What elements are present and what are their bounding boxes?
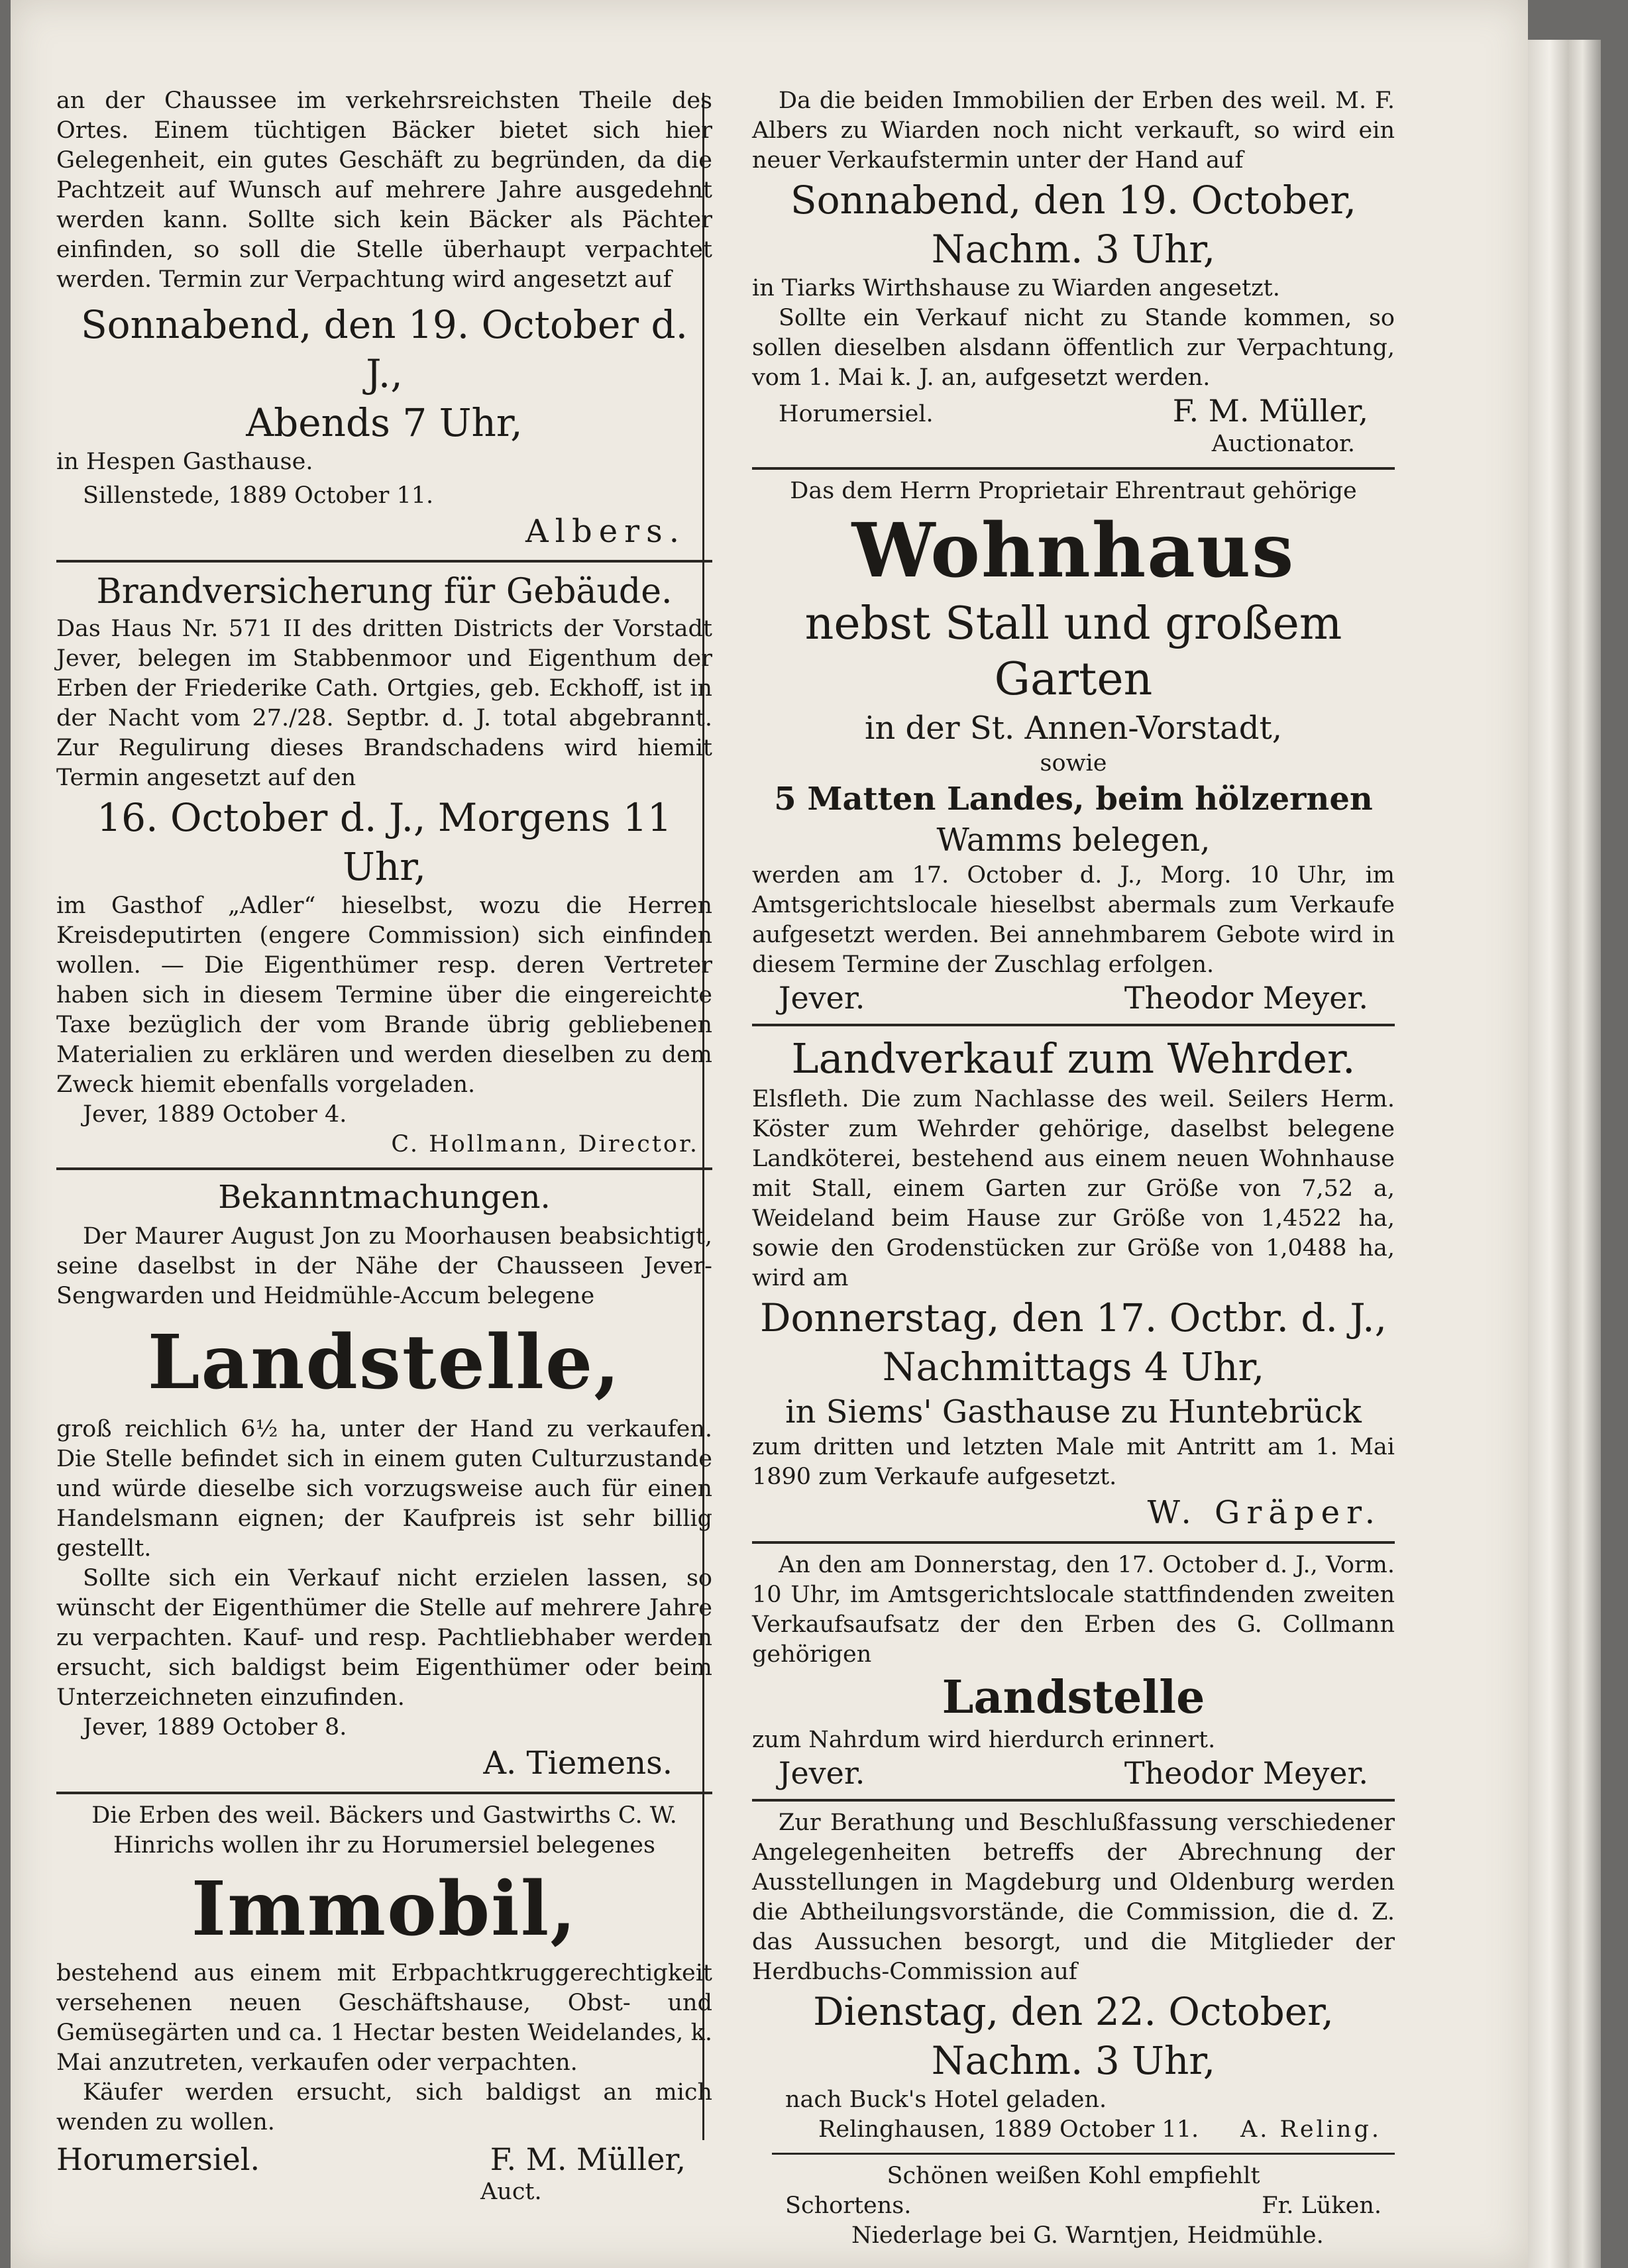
ad-wohnhaus-town: Jever. [779,980,865,1016]
ad-wiarden-date: Sonnabend, den 19. October, [790,178,1357,223]
ad-immobil-body: bestehend aus einem mit Erbpachtkruggerechtigkeit versehenen neuen Geschäftshause, Obst- und Gemüsegärten und ca. 1 Hectar besten Weidelandes, k. Mai anzutreten, verkaufen oder verpachten. [56,1960,712,2076]
ad-bekannt-dateline: Jever, 1889 October 8. [83,1714,347,1741]
ad-wehrder [752,1033,1395,1533]
ad-brandversicherung [56,569,712,1160]
ad-bekannt-signature: A. Tiemens. [483,1745,673,1782]
ad-kohl-town: Schortens. [785,2192,912,2219]
ad-bekannt-title: Bekanntmachungen. [218,1179,551,1216]
ad-wohnhaus-signature: Theodor Meyer. [1124,980,1368,1016]
ad-wehrder-date: Donnerstag, den 17. Octbr. d. J., [759,1295,1387,1340]
ad-kohl-line3: Niederlage bei G. Warntjen, Heidmühle. [851,2222,1324,2249]
ad-albers-dateline: Sillenstede, 1889 October 11. [83,482,434,509]
left-column [56,86,712,2207]
ad-immobil [56,1801,712,2207]
ad-wohnhaus-body: werden am 17. October d. J., Morg. 10 Uhr, im Amtsgerichtslocale hieselbst abermals zum Verkaufe aufgesetzt werden. Bei annehmbarem Gebote wird in diesem Termine der Zuschlag erfolgen. [752,862,1395,978]
ad-immobil-body2: Käufer werden ersucht, sich baldigst an mich wenden zu wollen. [56,2079,712,2135]
separator-rule [56,1792,712,1794]
ad-herdbuch-signature: A. Reling. [1240,2116,1382,2143]
ad-wiarden-time: Nachm. 3 Uhr, [931,227,1216,272]
separator-rule [752,1541,1395,1544]
separator-rule [56,560,712,563]
ad-collmann-town: Jever. [779,1755,865,1791]
ad-wiarden-place: in Tiarks Wirthshause zu Wiarden angesetzt. [752,275,1280,301]
ad-collmann [752,1550,1395,1791]
ad-albers [56,86,712,552]
ad-wohnhaus-line5: 5 Matten Landes, beim hölzernen [774,781,1373,818]
ad-albers-body: an der Chaussee im verkehrsreichsten Theile des Ortes. Einem tüchtigen Bäcker bietet sich hier Gelegenheit, ein gutes Geschäft zu begründen, da die Pachtzeit auf Wunsch auf mehrere Jahre ausgedehnt werden kann. Sollte sich kein Bäcker als Pächter einfinden, so soll die Stelle überhaupt verpachtet werden. Termin zur Verpachtung wird angesetzt auf [56,87,712,293]
ad-herdbuch-time: Nachm. 3 Uhr, [931,2038,1216,2083]
ad-bekannt-headline: Landstelle, [147,1319,622,1406]
ad-brand-signature: C. Hollmann, Director. [391,1131,699,1158]
ad-wehrder-title: Landverkauf zum Wehrder. [791,1034,1356,1083]
ad-immobil-signature: F. M. Müller, [490,2141,686,2177]
ad-bekannt-intro: Der Maurer August Jon zu Moorhausen beabsichtigt, seine daselbst in der Nähe der Chausseen Jever-Sengwarden und Heidmühle-Accum belegene [56,1223,712,1309]
ad-brand-date: 16. October d. J., Morgens 11 Uhr, [97,795,672,889]
separator-rule [56,1167,712,1170]
ad-herdbuch-dateline: Relinghausen, 1889 October 11. [818,2116,1199,2143]
ad-kohl-signature: Fr. Lüken. [1262,2192,1382,2219]
ad-albers-place: in Hespen Gasthause. [56,449,313,475]
ad-collmann-signature: Theodor Meyer. [1124,1755,1368,1791]
ad-wohnhaus-intro: Das dem Herrn Proprietair Ehrentraut gehörige [790,478,1357,504]
ad-wiarden-town: Horumersiel. [779,401,934,427]
ad-herdbuch-place: nach Buck's Hotel geladen. [785,2086,1107,2113]
ad-wiarden-body: Da die beiden Immobilien der Erben des weil. M. F. Albers zu Wiarden noch nicht verkauft, so wird ein neuer Verkaufstermin unter der Hand auf [752,87,1395,174]
ad-wehrder-place: in Siems' Gasthause zu Huntebrück [785,1393,1362,1431]
ad-wehrder-body2: zum dritten und letzten Male mit Antritt am 1. Mai 1890 zum Verkaufe aufgesetzt. [752,1434,1395,1490]
ad-wiarden-role: Auctionator. [1211,431,1355,457]
ad-collmann-body2: zum Nahrdum wird hierdurch erinnert. [752,1727,1216,1753]
ad-collmann-headline: Landstelle [942,1671,1205,1724]
ad-albers-time: Abends 7 Uhr, [246,400,523,445]
ad-wehrder-signature: W. Gräper. [1147,1494,1382,1531]
ad-kohl-line1: Schönen weißen Kohl empfiehlt [887,2163,1260,2189]
ad-brand-title: Brandversicherung für Gebäude. [96,572,673,612]
ad-brand-body2: im Gasthof „Adler“ hieselbst, wozu die Herren Kreisdeputirten (engere Commission) sich einfinden wollen. — Die Eigenthümer resp. deren Vertreter haben sich in diesem Termine über die eingereichte Taxe bezüglich der vom Brande übrig gebliebenen Materialien zu erklären und werden dieselben zu dem Zweck hiemit ebenfalls vorgeladen. [56,892,712,1098]
ad-albers-date: Sonnabend, den 19. October d. J., [80,302,688,396]
ad-immobil-place: Horumersiel. [56,2141,260,2177]
ad-wohnhaus-line2: nebst Stall und großem Garten [804,598,1342,706]
ad-wehrder-time: Nachmittags 4 Uhr, [882,1344,1265,1389]
separator-rule [772,2153,1395,2155]
right-column [752,86,1395,2251]
ad-herdbuch-body: Zur Berathung und Beschlußfassung verschiedener Angelegenheiten betreffs der Abrechnung der Ausstellungen in Magdeburg und Oldenburg werden die Abtheilungsvorstände, die Commission, die d. Z. das Aussuchen besorgt, und die Mitglieder der Herdbuchs-Commission auf [752,1809,1395,1985]
ad-wehrder-body: Elsfleth. Die zum Nachlasse des weil. Seilers Herm. Köster zum Wehrder gehörige, daselbst belegene Landköterei, bestehend aus einem neuen Wohnhause mit Stall, einem Garten zur Größe von 7,52 a, Weideland beim Hause zur Größe von 1,4522 ha, sowie den Grodenstücken zur Größe von 1,0488 ha, wird am [752,1086,1395,1291]
ad-wohnhaus-line6: Wamms belegen, [936,822,1211,859]
separator-rule [752,1024,1395,1026]
ad-kohl [752,2161,1395,2251]
ad-wiarden-signature: F. M. Müller, [1172,393,1368,429]
ad-immobil-role: Auct. [480,2179,542,2205]
ad-bekanntmachungen [56,1177,712,1784]
ad-bekannt-body: groß reichlich 6½ ha, unter der Hand zu verkaufen. Die Stelle befindet sich in einem guten Culturzustande und würde dieselbe sich vorzugsweise auch für einen Handelsmann eignen; der Kaufpreis ist sehr billig gestellt. [56,1416,712,1562]
ad-wohnhaus-headline: Wohnhaus [851,508,1295,594]
ad-wohnhaus-line3: in der St. Annen-Vorstadt, [865,710,1282,747]
separator-rule [752,1799,1395,1802]
ad-albers-signature: Albers. [525,513,686,550]
ad-herdbuch [752,1808,1395,2145]
ad-bekannt-body2: Sollte sich ein Verkauf nicht erzielen lassen, so wünscht der Eigenthümer die Stelle auf mehrere Jahre zu verpachten. Kauf- und resp. Pachtliebhaber werden ersucht, sich baldigst beim Eigenthümer oder beim Unterzeichneten einzufinden. [56,1565,712,1711]
ad-wohnhaus [752,476,1395,1016]
ad-immobil-headline: Immobil, [191,1866,578,1953]
book-page-edge [1528,40,1601,2268]
separator-rule [752,467,1395,470]
ad-wiarden-body2: Sollte ein Verkauf nicht zu Stande kommen, so sollen dieselben alsdann öffentlich zur Verpachtung, vom 1. Mai k. J. an, aufgesetzt werden. [752,305,1395,391]
ad-wohnhaus-line4: sowie [1040,750,1107,777]
ad-collmann-body: An den am Donnerstag, den 17. October d. J., Vorm. 10 Uhr, im Amtsgerichtslocale stattfindenden zweiten Verkaufsaufsatz der den Erben des G. Collmann gehörigen [752,1552,1395,1668]
ad-immobil-intro: Die Erben des weil. Bäckers und Gastwirths C. W. Hinrichs wollen ihr zu Horumersiel belegenes [91,1802,677,1859]
ad-brand-dateline: Jever, 1889 October 4. [83,1101,347,1128]
ad-wiarden [752,86,1395,459]
ad-brand-body: Das Haus Nr. 571 II des dritten Districts der Vorstadt Jever, belegen im Stabbenmoor und Eigenthum der Erben der Friederike Cath. Ortgies, geb. Eckhoff, ist in der Nacht vom 27./28. Septbr. d. J. total abgebrannt. Zur Regulirung dieses Brandschadens wird hiemit Termin angesetzt auf den [56,616,712,791]
ad-herdbuch-date: Dienstag, den 22. October, [813,1989,1334,2034]
